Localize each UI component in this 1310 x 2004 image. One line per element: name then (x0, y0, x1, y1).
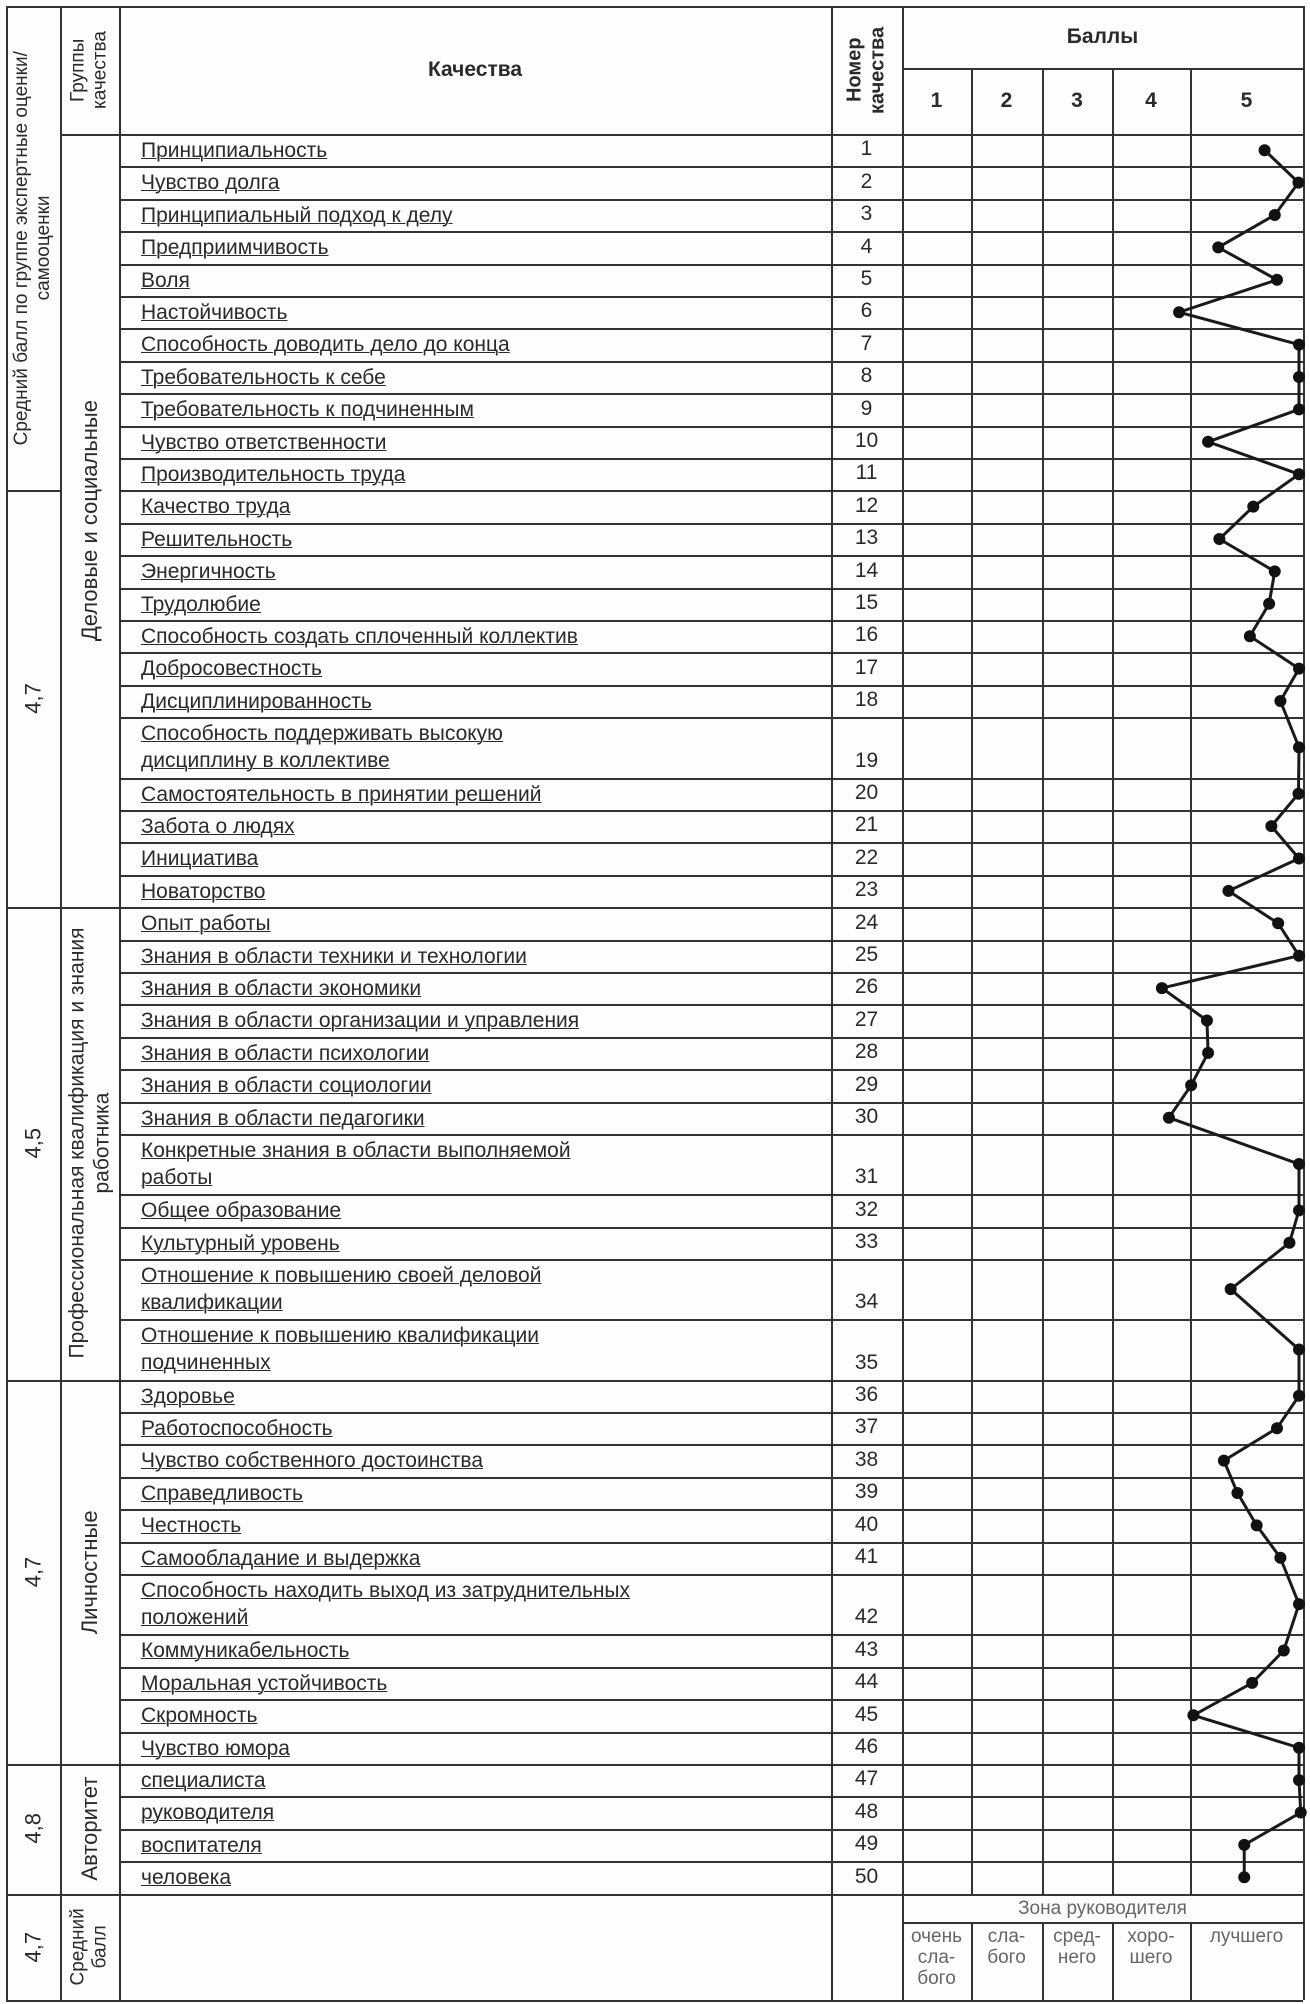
quality-number: 32 (854, 1197, 879, 1221)
quality-number: 34 (854, 1290, 879, 1314)
quality-number: 2 (860, 169, 873, 193)
quality-name: Знания в области экономики (141, 976, 422, 1000)
footer-label: Средний балл (67, 1908, 111, 1986)
quality-name: квалификации (141, 1291, 283, 1314)
quality-name: Качество труда (141, 495, 291, 519)
quality-number: 28 (854, 1040, 879, 1064)
profile-point-47 (1293, 1774, 1305, 1786)
zone-label: очень сла- бого (910, 1925, 962, 1989)
quality-name: специалиста (141, 1768, 266, 1792)
quality-name: Требовательность к подчиненным (141, 398, 474, 422)
quality-number: 29 (854, 1072, 879, 1096)
quality-name: Работоспособность (141, 1417, 333, 1440)
quality-number: 7 (860, 331, 873, 355)
profile-point-7 (1293, 339, 1305, 351)
profile-point-48 (1295, 1807, 1307, 1819)
profile-point-30 (1163, 1112, 1175, 1124)
score-column-1: 1 (930, 89, 943, 112)
quality-number: 1 (860, 137, 873, 161)
quality-name: Здоровье (141, 1384, 235, 1408)
group-average: 4,8 (20, 1813, 46, 1844)
quality-number: 40 (854, 1512, 879, 1536)
profile-point-38 (1218, 1455, 1230, 1467)
quality-number: 20 (854, 780, 879, 804)
quality-number: 17 (854, 655, 879, 679)
profile-point-33 (1283, 1237, 1295, 1249)
quality-number: 15 (854, 591, 879, 614)
score-column-4: 4 (1145, 89, 1157, 112)
profile-point-9 (1293, 403, 1305, 415)
profile-point-32 (1293, 1204, 1305, 1216)
quality-name: Честность (141, 1514, 242, 1538)
profile-point-17 (1293, 663, 1305, 675)
score-column-2: 2 (1000, 89, 1013, 112)
quality-number: 12 (854, 493, 879, 517)
profile-point-26 (1156, 982, 1168, 994)
quality-name: Добросовестность (141, 657, 322, 681)
profile-point-13 (1213, 533, 1225, 545)
quality-name: Принципиальный подход к делу (141, 203, 453, 227)
quality-number: 33 (854, 1230, 879, 1253)
profile-point-5 (1271, 274, 1283, 286)
quality-name: Инициатива (141, 847, 259, 871)
quality-number: 43 (854, 1637, 879, 1661)
quality-number: 19 (854, 748, 879, 772)
profile-point-28 (1202, 1047, 1214, 1059)
profile-point-14 (1269, 565, 1281, 577)
score-column-3: 3 (1071, 89, 1083, 112)
quality-number: 27 (854, 1007, 879, 1031)
quality-name: Дисциплинированность (141, 689, 372, 713)
quality-name: Знания в области организации и управления (141, 1009, 580, 1033)
profile-point-12 (1247, 501, 1259, 513)
quality-name: человека (141, 1866, 232, 1890)
profile-point-1 (1259, 144, 1271, 156)
zone-title: Зона руководителя (1018, 1897, 1187, 1919)
profile-point-21 (1265, 820, 1277, 832)
quality-number: 22 (854, 845, 879, 869)
zone-label: лучшего (1209, 1925, 1284, 1947)
quality-name: Способность поддерживать высокую (141, 722, 503, 746)
quality-name: Настойчивость (141, 301, 288, 324)
profile-point-4 (1212, 241, 1224, 253)
quality-name: Предприимчивость (141, 236, 329, 260)
profile-point-37 (1271, 1422, 1283, 1434)
profile-point-45 (1187, 1709, 1199, 1721)
quality-name: Знания в области педагогики (141, 1106, 425, 1130)
quality-name: Знания в области социологии (141, 1074, 432, 1098)
quality-number: 30 (854, 1104, 879, 1128)
quality-number: 39 (854, 1480, 879, 1504)
profile-point-40 (1251, 1519, 1263, 1531)
group-name: Деловые и социальные (77, 400, 102, 642)
quality-name: Чувство собственного достоинства (141, 1449, 484, 1473)
group-header: Группы качества (67, 31, 111, 109)
group-name: Авторитет (77, 1776, 102, 1881)
quality-number: 31 (854, 1165, 879, 1189)
quality-name: Способность находить выход из затруднительных (141, 1579, 631, 1602)
quality-name: Принципиальность (141, 139, 328, 162)
quality-name: Отношение к повышению квалификации (141, 1324, 539, 1348)
quality-number: 16 (854, 623, 879, 647)
profile-point-29 (1185, 1079, 1197, 1091)
profile-point-31 (1293, 1158, 1305, 1170)
zone-label: сред- него (1053, 1925, 1101, 1968)
profile-point-15 (1263, 598, 1275, 610)
quality-number: 4 (860, 234, 873, 258)
quality-name: Культурный уровень (141, 1231, 340, 1255)
quality-name: руководителя (141, 1801, 275, 1825)
group-name: Профессиональная квалификация и знания работника (65, 927, 114, 1359)
quality-header: Качества (427, 58, 523, 81)
quality-number: 18 (854, 688, 879, 712)
profile-point-19 (1293, 741, 1305, 753)
number-header: Номер качества (843, 26, 889, 114)
quality-number: 47 (854, 1767, 879, 1791)
profile-point-16 (1244, 630, 1256, 642)
profile-point-44 (1246, 1677, 1258, 1689)
profile-line (1162, 150, 1301, 1877)
profile-point-23 (1222, 885, 1234, 897)
quality-number: 24 (854, 910, 879, 934)
quality-number: 42 (854, 1605, 879, 1629)
quality-number: 11 (855, 461, 878, 485)
quality-number: 50 (854, 1864, 879, 1888)
quality-number: 26 (854, 975, 879, 999)
quality-number: 37 (854, 1415, 879, 1439)
quality-name: Коммуникабельность (141, 1639, 350, 1663)
quality-name: Чувство ответственности (141, 430, 387, 454)
quality-name: Чувство юмора (141, 1736, 290, 1760)
quality-name: дисциплину в коллективе (141, 749, 390, 773)
zone-label: сла- бого (987, 1925, 1026, 1968)
profile-point-42 (1293, 1598, 1305, 1610)
quality-name: Новаторство (141, 879, 266, 903)
quality-name: работы (141, 1165, 213, 1189)
quality-number: 44 (854, 1670, 879, 1694)
profile-point-27 (1201, 1015, 1213, 1027)
zone-label: хоро- шего (1127, 1925, 1175, 1968)
quality-name: Трудолюбие (141, 592, 261, 616)
quality-name: подчиненных (141, 1351, 271, 1375)
profile-point-49 (1238, 1839, 1250, 1851)
quality-name: Способность доводить дело до конца (141, 333, 510, 357)
quality-name: Общее образование (141, 1199, 342, 1223)
quality-number: 14 (854, 558, 879, 582)
quality-number: 9 (860, 396, 873, 420)
profile-point-3 (1269, 209, 1281, 221)
quality-name: Способность создать сплоченный коллектив (141, 625, 578, 648)
profile-point-39 (1231, 1487, 1243, 1499)
quality-number: 48 (854, 1799, 879, 1823)
quality-number: 38 (854, 1447, 879, 1471)
quality-number: 10 (854, 429, 879, 452)
profile-point-22 (1293, 853, 1305, 865)
quality-number: 36 (854, 1383, 879, 1406)
quality-name: Скромность (141, 1704, 258, 1728)
group-average: 4,5 (20, 1128, 46, 1159)
quality-number: 35 (854, 1350, 879, 1374)
group-name: Личностные (77, 1509, 102, 1634)
profile-point-41 (1274, 1552, 1286, 1564)
quality-number: 6 (860, 299, 873, 323)
quality-name: Опыт работы (141, 912, 271, 936)
quality-name: Чувство долга (141, 171, 280, 195)
quality-name: Воля (141, 268, 190, 292)
quality-name: Отношение к повышению своей деловой (141, 1264, 542, 1287)
profile-point-2 (1292, 177, 1304, 189)
quality-number: 5 (860, 267, 873, 290)
quality-number: 3 (860, 202, 873, 226)
quality-name: воспитателя (141, 1833, 262, 1857)
quality-number: 23 (854, 878, 879, 902)
quality-number: 13 (854, 526, 879, 550)
group-average: 4,7 (20, 1556, 46, 1588)
quality-name: Решительность (141, 527, 293, 551)
profile-point-11 (1293, 468, 1305, 480)
profile-point-24 (1272, 917, 1284, 929)
profile-point-8 (1293, 371, 1305, 383)
quality-name: положений (141, 1606, 249, 1629)
quality-number: 21 (854, 813, 879, 837)
profile-point-46 (1293, 1742, 1305, 1754)
profile-point-34 (1225, 1283, 1237, 1295)
quality-number: 25 (854, 942, 879, 966)
profile-point-43 (1278, 1645, 1290, 1657)
quality-number: 8 (860, 364, 873, 388)
footer-average: 4,7 (20, 1931, 46, 1963)
quality-name: Производительность труда (141, 463, 406, 486)
quality-name: Забота о людях (141, 814, 295, 838)
profile-point-50 (1238, 1871, 1250, 1883)
quality-number: 46 (854, 1734, 879, 1758)
profile-point-18 (1274, 695, 1286, 707)
profile-point-35 (1293, 1343, 1305, 1355)
quality-name: Энергичность (141, 560, 276, 584)
quality-name: Требовательность к себе (141, 365, 386, 389)
profile-point-20 (1292, 788, 1304, 800)
scores-header: Баллы (1066, 25, 1139, 48)
group-average: 4,7 (20, 683, 46, 715)
quality-name: Знания в области психологии (141, 1041, 430, 1065)
avg-header: Средний балл по группе экспертные оценки/самооценки (11, 51, 54, 446)
profile-point-25 (1293, 950, 1305, 962)
quality-name: Самостоятельность в принятии решений (141, 782, 542, 806)
quality-name: Знания в области техники и технологии (141, 944, 527, 968)
profile-point-10 (1202, 436, 1214, 448)
score-column-5: 5 (1240, 89, 1253, 112)
quality-name: Справедливость (141, 1481, 303, 1505)
quality-name: Самообладание и выдержка (141, 1546, 421, 1570)
profile-point-36 (1293, 1390, 1305, 1402)
quality-number: 41 (854, 1545, 879, 1568)
quality-number: 45 (854, 1702, 879, 1726)
quality-number: 49 (854, 1832, 879, 1856)
profile-point-6 (1173, 306, 1185, 318)
quality-name: Конкретные знания в области выполняемой (141, 1138, 571, 1162)
quality-name: Моральная устойчивость (141, 1671, 388, 1695)
